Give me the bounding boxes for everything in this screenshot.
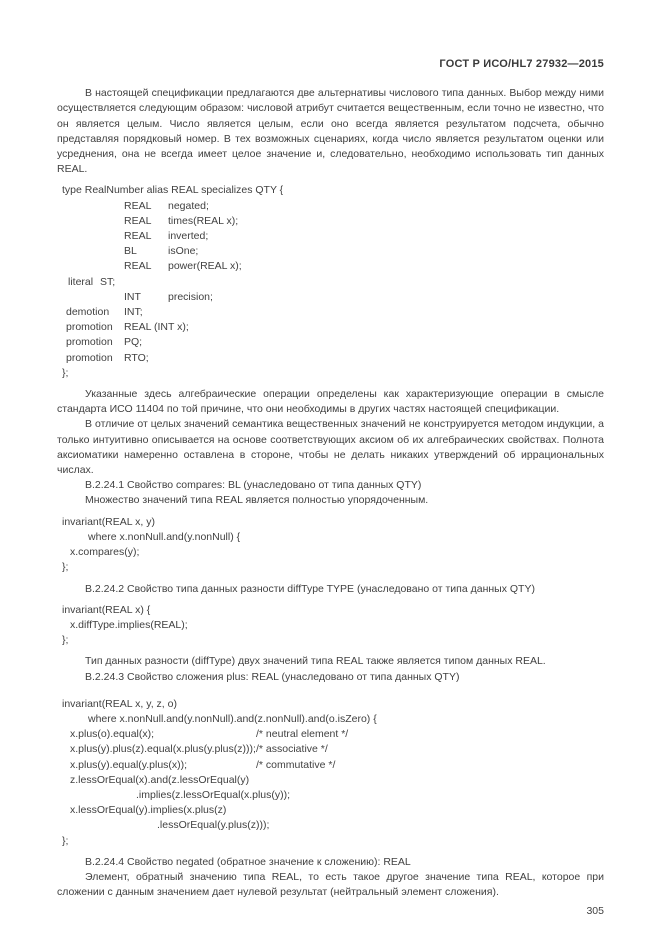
code-line <box>62 275 604 290</box>
type-keyword: BL <box>124 245 137 258</box>
heading-b2241: В.2.24.1 Свойство compares: BL (унаследовано от типа данных QTY) <box>85 479 422 492</box>
code-line <box>62 259 604 274</box>
code-line: z.lessOrEqual(x).and(z.lessOrEqual(y) <box>70 773 250 786</box>
modifier-keyword: demotion <box>66 306 110 319</box>
code-line: x.compares(y); <box>70 546 140 559</box>
code-line: }; <box>62 561 69 574</box>
paragraph-algebraic-ops: Указанные здесь алгебраические операции определены как характеризующие операции в смысле стандарта ИСО 11404 по той причине, что они необходимы в других частях настоящей спецификации. <box>57 388 604 416</box>
modifier-value: RTO; <box>124 351 149 364</box>
code-comment: /* neutral element */ <box>256 728 349 741</box>
modifier-keyword: promotion <box>66 336 113 349</box>
code-block-invariant-difftype <box>62 603 604 649</box>
code-line: invariant(REAL x) { <box>62 603 151 616</box>
code-line: x.diffType.implies(REAL); <box>70 618 188 631</box>
code-comment: /* associative */ <box>256 743 328 756</box>
code-line: invariant(REAL x, y, z, o) <box>62 697 177 710</box>
code-line <box>62 758 604 773</box>
code-line <box>62 727 604 742</box>
type-keyword: REAL <box>124 230 152 243</box>
member-name: inverted; <box>168 230 209 243</box>
paragraph-difftype: Тип данных разности (diffType) двух значений типа REAL также является типом данных REAL. <box>85 655 546 668</box>
modifier-value: INT; <box>124 306 143 319</box>
code-line: }; <box>62 634 69 647</box>
code-line: type RealNumber alias REAL specializes QTY { <box>62 184 284 197</box>
member-name: precision; <box>168 290 213 303</box>
paragraph-intro: В настоящей спецификации предлагаются две альтернативы числового типа данных. Выбор между ними осуществляется следующим образом: числовой атрибут считается вещественным, если точно не известно, что он является целым. Число является целым, если оно всегда является результатом подсчета, обычно представляя порядковый номер. В тех возможных сценариях, когда число является результатом оценки или усреднения, она не всегда имеет целое значение и, следовательно, необходимо использовать тип данных REAL. <box>57 87 604 176</box>
code-block-realnumber-type <box>62 183 604 381</box>
code-line: where x.nonNull.and(y.nonNull).and(z.nonNull).and(o.isZero) { <box>88 712 377 725</box>
modifier-value: REAL (INT x); <box>124 321 189 334</box>
code-line: .lessOrEqual(y.plus(z))); <box>157 819 270 832</box>
code-line <box>62 305 604 320</box>
code-line: .implies(z.lessOrEqual(x.plus(y)); <box>136 788 291 801</box>
code-line <box>62 214 604 229</box>
heading-b2242: В.2.24.2 Свойство типа данных разности diffType TYPE (унаследовано от типа данных QTY) <box>85 582 535 595</box>
code-comment: /* commutative */ <box>256 758 336 771</box>
literal-value: ST; <box>100 275 116 288</box>
modifier-keyword: promotion <box>66 321 113 334</box>
code-statement: x.plus(y).plus(z).equal(x.plus(y.plus(z))); <box>70 743 256 756</box>
code-line <box>62 351 604 366</box>
code-line <box>62 229 604 244</box>
code-line <box>62 199 604 214</box>
literal-keyword: literal <box>68 275 94 288</box>
code-statement: x.plus(y).equal(y.plus(x)); <box>70 758 188 771</box>
paragraph-negated: Элемент, обратный значению типа REAL, то есть такое другое значение типа REAL, которое при сложении с данным значением дает нулевой результат (нейтральный элемент сложения). <box>57 870 604 899</box>
code-line <box>62 290 604 305</box>
member-name: negated; <box>168 199 209 212</box>
member-name: isOne; <box>168 245 199 258</box>
code-line: }; <box>62 834 69 847</box>
code-statement: x.plus(o).equal(x); <box>70 728 155 741</box>
type-keyword: REAL <box>124 260 152 273</box>
code-line: where x.nonNull.and(y.nonNull) { <box>88 530 241 543</box>
code-line <box>62 244 604 259</box>
code-block-invariant-plus <box>62 697 604 849</box>
paragraph-ordered-set: Множество значений типа REAL является полностью упорядоченным. <box>85 494 429 507</box>
type-keyword: REAL <box>124 199 152 212</box>
paragraph-semantics: В отличие от целых значений семантика вещественных значений не конструируется методом индукции, а только интуитивно описывается на основе соответствующих аксиом об их алгебраических свойствах. Полнота аксиоматики намеренно оставлена в стороне, чтобы не делать никаких утверждений об иррациональных числах. <box>57 418 604 477</box>
modifier-value: PQ; <box>124 336 143 349</box>
heading-b2243: В.2.24.3 Свойство сложения plus: REAL (унаследовано от типа данных QTY) <box>85 670 460 683</box>
code-line: }; <box>62 366 69 379</box>
page-number: 305 <box>586 905 604 918</box>
code-line <box>62 335 604 350</box>
standard-code-header: ГОСТ Р ИСО/HL7 27932—2015 <box>439 58 604 70</box>
member-name: power(REAL x); <box>168 260 242 273</box>
code-block-invariant-compares <box>62 515 604 576</box>
type-keyword: INT <box>124 290 141 303</box>
modifier-keyword: promotion <box>66 351 113 364</box>
code-line: x.lessOrEqual(y).implies(x.plus(z) <box>70 804 227 817</box>
type-keyword: REAL <box>124 214 152 227</box>
code-line <box>62 320 604 335</box>
code-line <box>62 742 604 757</box>
heading-b2244: В.2.24.4 Свойство negated (обратное значение к сложению): REAL <box>85 855 411 868</box>
code-line: invariant(REAL x, y) <box>62 515 155 528</box>
member-name: times(REAL x); <box>168 214 239 227</box>
